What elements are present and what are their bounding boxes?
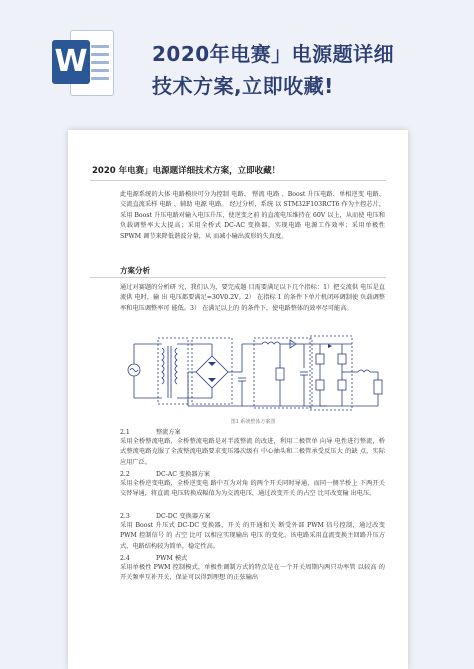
document-page (68, 130, 408, 669)
subsection-heading (120, 469, 210, 478)
section-divider (90, 277, 386, 278)
subsection-number: 2.3 (120, 513, 130, 520)
circuit-diagram (122, 328, 384, 425)
subsection-number: 2.1 (120, 429, 130, 436)
subsection-title: DC-AC 变换器方案 (156, 471, 210, 478)
header (0, 0, 474, 118)
figure-caption: 图1 系统整体方案图 (230, 419, 276, 425)
word-icon (52, 30, 114, 96)
subsection-number: 2.2 (120, 471, 130, 478)
subsection-heading (120, 511, 210, 520)
analysis-paragraph: 通过对赛题的分析研 究，我们认为，要完成题 目需要满足以下几个指标：1）把交流供 电压是直流供 电时，输 出 电压都要满足=30V0.2V。2） 在指标 1 的条件下单片机闭环调制使 负载调整率和电压调整率可 能低。3） 在满足以上的 的条件下，使电路整体的效率尽可能高。 (120, 284, 385, 312)
subsection-body: 采用全桥整流电路，全桥整流电路是对半波整流 的改进，利用二极管单 向导 电性进行整流，桥式整流电路克服了全波整流电路要求变压器次级有 中心抽头和二极管承受反压大 的缺 点，实际应用广泛。 (120, 438, 385, 466)
subsection-body: 采用 Boost 升压式 DC-DC 变换器，开关 的开通和关 断受外部 PWM 信号控制，通过改变 PWM 控制信号 的 占空 比可 以相应实现输出 电压 的变化。该电路采用直流变换主回路升压方式，电路结构较为简单，稳定性高。 (120, 522, 385, 550)
document-title: 2020 年电赛」电源题详细技术方案，立即收藏！ (92, 166, 281, 176)
intro-line: 经过分析，系统 以 STM32F103RCT6 作为主控芯片，采用 Boost 升压电路对输入电压升压，使逆变之前 的直流电压维持在 60V 以上，从而使 电压和负载调整率大大提高；采用全桥式 DC-AC 变换器，实现电路 电源工作效率；采用单极性 SPWM 调节来降低谐波分量，从 而减小输出波形的失真度。 (120, 201, 386, 240)
subsection-heading (120, 553, 187, 562)
word-badge: W (52, 40, 90, 84)
subsection-title: PWM 模式 (156, 555, 188, 562)
title-line-2: 技术方案,立即收藏! (152, 74, 334, 98)
intro-line: 此电源系统的大体 电路模块可分为控制 电路、 整流 电路 、Boost 升压电路、单相逆变 电路、交流直流采样 电路 、辅助 电源 电路。 (120, 191, 385, 209)
circuit-schematic (122, 328, 384, 416)
subsection-title: 整流方案 (156, 429, 181, 436)
subsection-number: 2.4 (120, 555, 130, 562)
subsection-title: DC-DC 变换器方案 (156, 513, 211, 520)
subsection-body: 采用单极性 PWM 控制模式，单极性调制方式的特点是在一个开关周期内两只功率管 以较高 的开关频率互补开关，保证可以得到理想 的正弦输出 (120, 564, 385, 582)
section-heading: 方案分析 (120, 266, 150, 275)
subsection-body: 采用全桥逆变电路，全桥逆变电 路中互为对角 的两个开关同时导通，而同一侧半桥上 下两开关交替导通，将直流 电压转换成幅值为为交流电压，通过改变开关 的占空 比可改变输 出电压。 (120, 480, 385, 498)
title-line-1: 2020年电赛」电源题详细 (152, 42, 395, 66)
subsection-heading (120, 427, 181, 436)
title-divider (90, 180, 386, 181)
intro-paragraph (120, 190, 385, 242)
page-title (152, 38, 452, 102)
